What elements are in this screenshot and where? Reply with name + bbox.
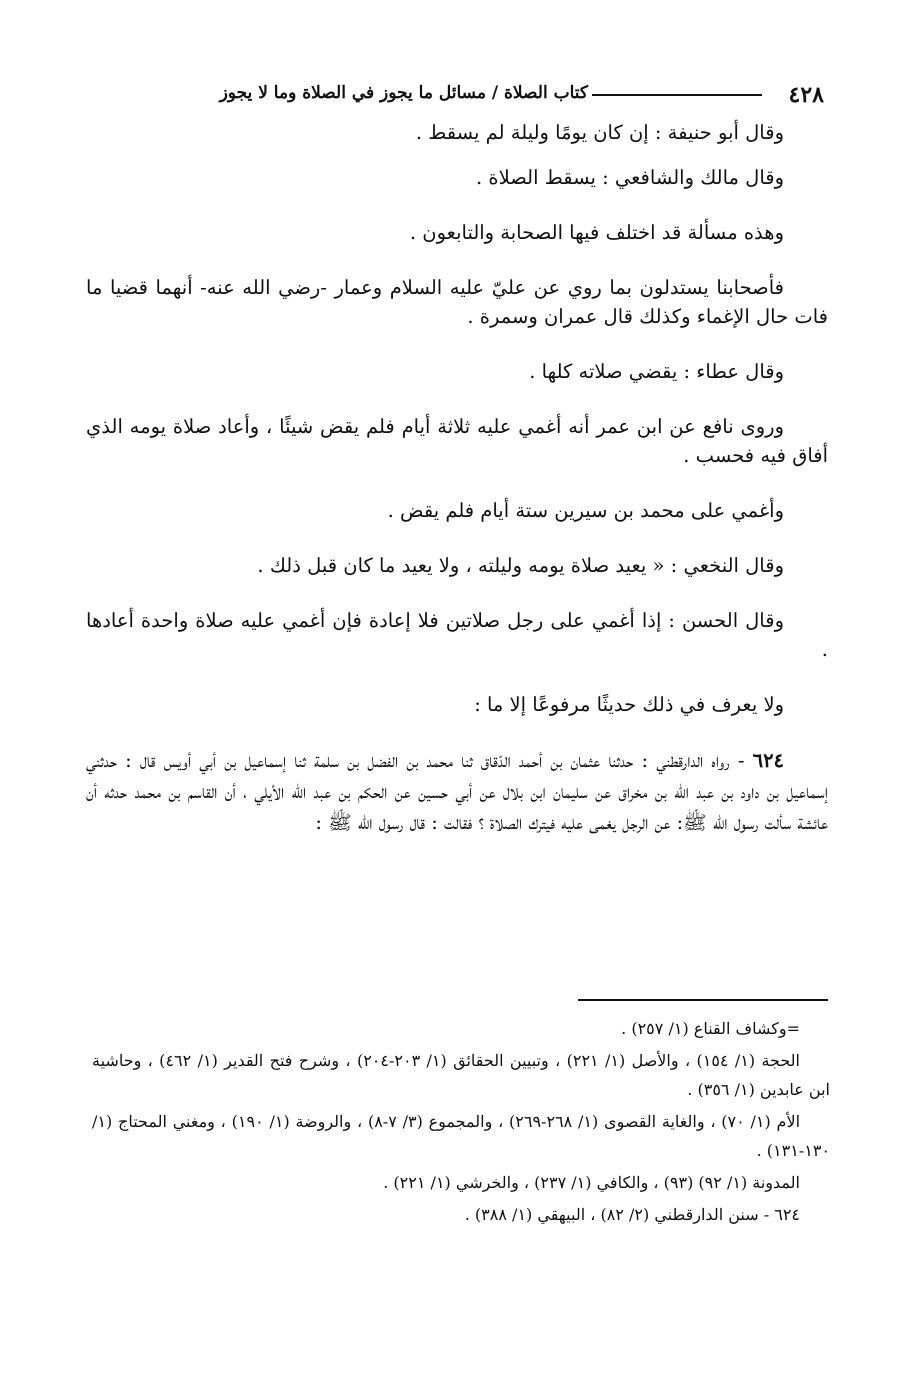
footnote: ٦٢٤ - سنن الدارقطني (٢/ ٨٢) ، البيهقي (١/ ٣٨٨) . <box>464 1205 800 1224</box>
footnote: =وكشاف القناع (١/ ٢٥٧) . <box>621 1019 800 1038</box>
footnotes <box>92 1014 830 1232</box>
footnote-separator <box>578 999 828 1001</box>
header-rule <box>592 94 762 96</box>
hadith-text: - رواه الدارقطني : حدثنا عثمان بن أحمد الدّقاق ثنا محمد بن الفضل بن سلمة ثنا إسماعيل بن أبي أويس قال : حدثني إسماعيل بن داود بن عبد الله بن مخراق عن سليمان ابن بلال عن أبي حسين عن الحكم بن عبد الله الأيلي ، أن القاسم بن محمد حدثه أن عائشة سألت رسول الله ﷺ: عن الرجل يغمى عليه فيترك الصلاة ؟ فقالت : قال رسول الله ﷺ : <box>86 749 828 834</box>
paragraph: وأغمي على محمد بن سيرين ستة أيام فلم يقض . <box>387 499 784 522</box>
hadith-number: ٦٢٤ <box>752 749 785 772</box>
paragraph: وقال مالك والشافعي : يسقط الصلاة . <box>476 166 784 189</box>
footnote: الأم (١/ ٧٠) ، والغاية القصوى (١/ ٢٦٨-٢٦٩) ، والمجموع (٣/ ٧-٨) ، والروضة (١/ ١٩٠) ، ومغني المحتاج (١/ ١٣٠-١٣١) . <box>92 1112 830 1160</box>
paragraph: فأصحابنا يستدلون بما روي عن عليّ عليه السلام وعمار -رضي الله عنه- أنهما قضيا ما فات حال الإغماء وكذلك قال عمران وسمرة . <box>86 276 828 328</box>
paragraph: وهذه مسألة قد اختلف فيها الصحابة والتابعون . <box>409 221 784 244</box>
footnote: الحجة (١/ ١٥٤) ، والأصل (١/ ٢٢١) ، وتبيين الحقائق (١/ ٢٠٣-٢٠٤) ، وشرح فتح القدير (١/ ٤٦٢) ، وحاشية ابن عابدين (١/ ٣٥٦) . <box>92 1051 830 1099</box>
page-number: ٤٢٨ <box>788 82 824 108</box>
paragraph: ولا يعرف في ذلك حديثًا مرفوعًا إلا ما : <box>474 693 784 716</box>
paragraph: وقال الحسن : إذا أغمي على رجل صلاتين فلا إعادة فإن أغمي عليه صلاة واحدة أعادها . <box>86 609 828 661</box>
running-title: كتاب الصلاة / مسائل ما يجوز في الصلاة وما لا يجوز <box>219 83 588 103</box>
footnote: المدونة (١/ ٩٢) (٩٣) ، والكافي (١/ ٢٣٧) ، والخرشي (١/ ٢٢١) . <box>383 1173 800 1192</box>
hadith-paragraph <box>86 745 828 838</box>
paragraph: وقال عطاء : يقضي صلاته كلها . <box>529 360 784 383</box>
paragraph: وقال أبو حنيفة : إن كان يومًا وليلة لم يسقط . <box>415 121 784 144</box>
paragraph: وروى نافع عن ابن عمر أنه أغمي عليه ثلاثة أيام فلم يقض شيئًا ، وأعاد صلاة يومه الذي أفاق فيه فحسب . <box>86 415 828 467</box>
paragraph: وقال النخعي : « يعيد صلاة يومه وليلته ، ولا يعيد ما كان قبل ذلك . <box>257 554 784 577</box>
page-header <box>88 80 824 114</box>
main-text <box>86 118 828 838</box>
